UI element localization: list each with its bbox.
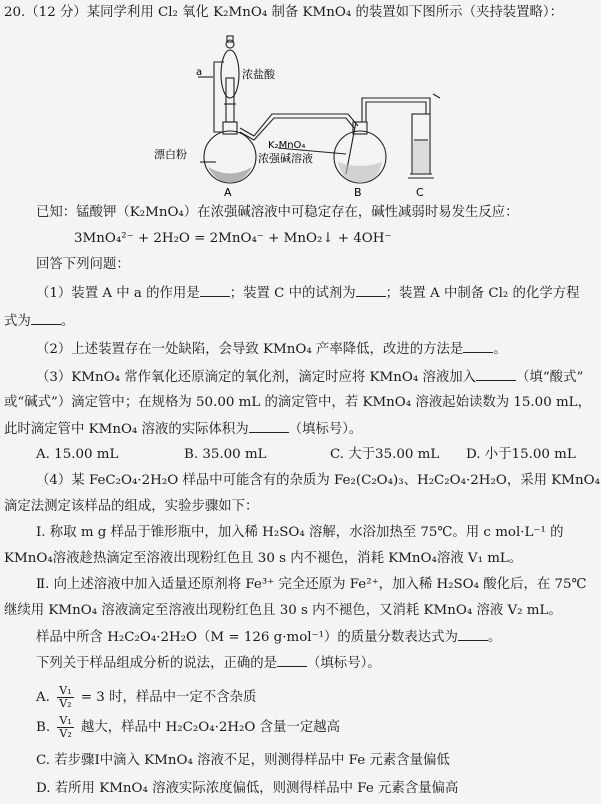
q4-step2-a: Ⅱ. 向上述溶液中加入适量还原剂将 Fe³⁺ 完全还原为 Fe²⁺，加入稀 H₂SO₄ 酸化后，在 75℃ [36,577,587,592]
q3-line1: （3）KMnO₄ 常作氧化还原滴定的氧化剂，滴定时应将 KMnO₄ 溶液加入 （填“酸式” [36,370,584,385]
q4-mass-fraction: 样品中所含 H₂C₂O₄·2H₂O（M = 126 g·mol⁻¹）的质量分数表达式为 。 [36,630,502,645]
q4-option-b: B. $\frac{\text{V₁}}{\text{V₂}}$ 越大，样品中 H₂C₂O₄·2H₂O 含量一定越高 [36,714,341,740]
q4-option-a: A. $\frac{\text{V₁}}{\text{V₂}}$ = 3 时，样品中一定不含杂质 [36,684,257,710]
q3-line3: 此时滴定管中 KMnO₄ 溶液的实际体积为 （填标号）。 [4,422,363,437]
q3-option-c: C. 大于35.00 mL [330,447,440,462]
label-bleach: 漂白粉 [154,148,187,161]
answer-blank[interactable] [31,312,61,325]
q4-option-d: D. 若所用 KMnO₄ 溶液实际浓度偏低，则测得样品中 Fe 元素含量偏高 [36,781,459,796]
answer-blank[interactable] [458,628,488,641]
q4-step2-b: 继续用 KMnO₄ 溶液滴定至溶液出现粉红色且 30 s 内不褪色，又消耗 KMnO₄ 溶液 V₂ mL。 [4,603,562,618]
label-B: B [354,186,362,198]
q3-line2: 或“碱式”）滴定管中；在规格为 50.00 mL 的滴定管中，若 KMnO₄ 溶液起始读数为 15.00 mL， [4,395,591,410]
known-text: 已知：锰酸钾（K₂MnO₄）在浓强碱溶液中可稳定存在，碱性减弱时易发生反应： [36,205,519,220]
answer-blank[interactable] [476,368,516,381]
q4-line2: 滴定法测定该样品的组成，实验步骤如下： [4,499,259,514]
label-hcl: 浓盐酸 [242,68,275,81]
label-C: C [416,186,424,198]
reaction-equation: 3MnO₄²⁻ + 2H₂O = 2MnO₄⁻ + MnO₂↓ + 4OH⁻ [74,231,392,246]
answer-blank[interactable] [277,654,307,667]
q1-line1: （1）装置 A 中 a 的作用是 ；装置 C 中的试剂为 ；装置 A 中制备 Cl₂ 的化学方程 [36,286,580,301]
answer-blank[interactable] [249,420,289,433]
q1-line2: 式为 。 [4,314,75,329]
fraction-v1-v2: $\frac{\text{V₁}}{\text{V₂}}$ [59,714,72,740]
q4-option-c: C. 若步骤Ⅰ中滴入 KMnO₄ 溶液不足，则测得样品中 Fe 元素含量偏低 [36,753,450,768]
apparatus-figure [150,22,450,198]
question-header: 20.（12 分）某同学利用 Cl₂ 氧化 K₂MnO₄ 制备 KMnO₄ 的装置如下图所示（夹持装置略）： [4,5,563,20]
q4-judge: 下列关于样品组成分析的说法，正确的是 （填标号）。 [36,656,381,671]
answer-blank[interactable] [200,284,230,297]
label-a: a [196,67,203,78]
label-alkali: 浓强碱溶液 [258,152,313,165]
q4-step1-b: KMnO₄溶液趁热滴定至溶液出现粉红色且 30 s 内不褪色，消耗 KMnO₄溶液 V₁ mL。 [4,551,523,566]
q4-line1: （4）某 FeC₂O₄·2H₂O 样品中可能含有的杂质为 Fe₂(C₂O₄)₃、H₂C₂O₄·2H₂O，采用 KMnO₄ [36,473,600,488]
q4-step1-a: Ⅰ. 称取 m g 样品于锥形瓶中，加入稀 H₂SO₄ 溶解，水浴加热至 75℃。用 c mol·L⁻¹ 的 [36,525,564,540]
q3-option-d: D. 小于15.00 mL [466,447,576,462]
label-A: A [224,186,232,198]
answer-blank[interactable] [463,340,493,353]
dropping-funnel [221,50,239,98]
q2-line: （2）上述装置存在一处缺陷，会导致 KMnO₄ 产率降低，改进的方法是 。 [36,342,507,357]
answer-blank[interactable] [356,284,386,297]
q3-option-a: A. 15.00 mL [36,447,119,462]
answer-prompt: 回答下列问题： [36,257,130,272]
label-k2mno4: K₂MnO₄ [268,140,306,151]
q3-option-b: B. 35.00 mL [184,447,267,462]
fraction-v1-v2: $\frac{\text{V₁}}{\text{V₂}}$ [59,684,72,710]
